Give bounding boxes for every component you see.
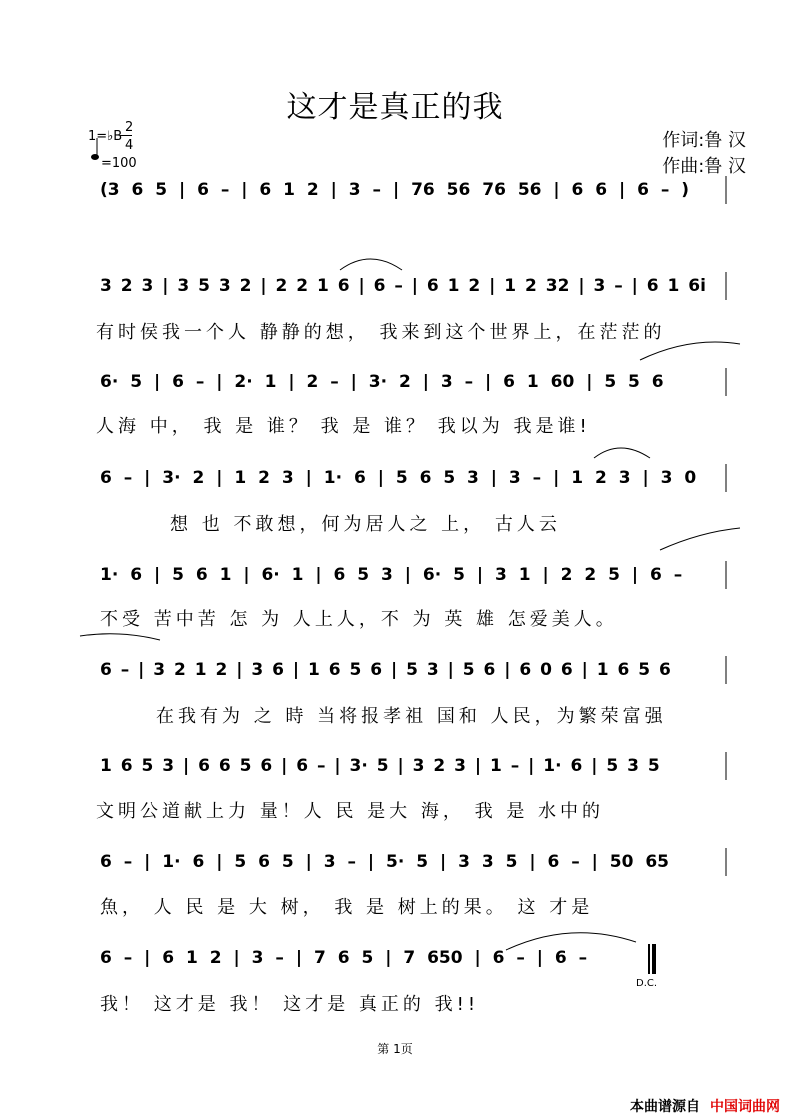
lyrics-row-8: 魚， 人 民 是 大 树， 我 是 树上的果。 这 才是 bbox=[100, 897, 594, 918]
notes-row-5: 1· 6 | 5 6 1 | 6· 1 | 6 5 3 | 6· 5 | 3 1 | 2 2 5 | 6 – bbox=[100, 565, 683, 585]
notes-row-6: 6 – | 3 2 1 2 | 3 6 | 1 6 5 6 | 5 3 | 5 6 | 6 0 6 | 1 6 5 6 bbox=[100, 660, 671, 680]
notes-row-3: 6· 5 | 6 – | 2· 1 | 2 – | 3· 2 | 3 – | 6 1 60 | 5 5 6 bbox=[100, 372, 664, 392]
notes-row-4: 6 – | 3· 2 | 1 2 3 | 1· 6 | 5 6 5 3 | 3 – | 1 2 3 | 3 0 bbox=[100, 468, 697, 488]
slur bbox=[594, 448, 650, 458]
tempo-marking: =100 bbox=[101, 156, 137, 171]
time-numerator: 2 bbox=[125, 120, 134, 135]
page-number: 第 1页 bbox=[377, 1042, 413, 1056]
composer: 作曲:鲁 汉 bbox=[662, 156, 746, 177]
time-denominator: 4 bbox=[125, 138, 134, 153]
lyrics-row-7: 文明公道献上力 量！人 民 是大 海， 我 是 水中的 bbox=[96, 801, 605, 822]
notes-row-8: 6 – | 1· 6 | 5 6 5 | 3 – | 5· 5 | 3 3 5 | 6 – | 50 65 bbox=[100, 852, 670, 872]
notes-row-7: 1 6 5 3 | 6 6 5 6 | 6 – | 3· 5 | 3 2 3 | 1 – | 1· 6 | 5 3 5 bbox=[100, 756, 660, 776]
slur bbox=[640, 342, 740, 360]
final-barline-thick bbox=[652, 944, 656, 974]
key-signature: 1=♭B bbox=[88, 129, 123, 144]
footer-source bbox=[630, 1096, 780, 1116]
notes-row-9: 6 – | 6 1 2 | 3 – | 7 6 5 | 7 650 | 6 – | 6 – bbox=[100, 948, 588, 968]
song-title: 这才是真正的我 bbox=[286, 90, 504, 125]
notes-row-1: (3 6 5 | 6 – | 6 1 2 | 3 – | 76 56 76 56 | 6 6 | 6 – ) bbox=[100, 180, 690, 200]
lyrics-row-2: 有时侯我一个人 静静的想， 我来到这个世界上，在茫茫的 bbox=[96, 322, 666, 343]
footer-brand-link[interactable]: 中国词曲网 bbox=[710, 1099, 780, 1115]
slur bbox=[80, 634, 160, 640]
slur bbox=[340, 259, 402, 270]
lyrics-row-5: 不受 苦中苦 怎 为 人上人，不 为 英 雄 怎爱美人。 bbox=[100, 609, 618, 630]
final-barline-thin bbox=[648, 944, 650, 974]
lyrics-row-3: 人海 中， 我 是 谁？ 我 是 谁？ 我以为 我是谁! bbox=[96, 416, 591, 437]
lyrics-row-6: 在我有为 之 時 当将报孝祖 国和 人民，为繁荣富强 bbox=[156, 706, 667, 727]
footer-source-text: 本曲谱源自 bbox=[630, 1099, 700, 1115]
da-capo-marking: D.C. bbox=[636, 978, 658, 989]
notes-row-2: 3 2 3 | 3 5 3 2 | 2 2 1 6 | 6 – | 6 1 2 | 1 2 32 | 3 – | 6 1 6i bbox=[100, 276, 706, 296]
lyrics-row-9: 我！ 这才是 我！ 这才是 真正的 我!! bbox=[100, 994, 480, 1015]
lyrics-row-4: 想 也 不敢想，何为居人之 上， 古人云 bbox=[170, 514, 561, 535]
lyricist: 作词:鲁 汉 bbox=[662, 130, 746, 151]
